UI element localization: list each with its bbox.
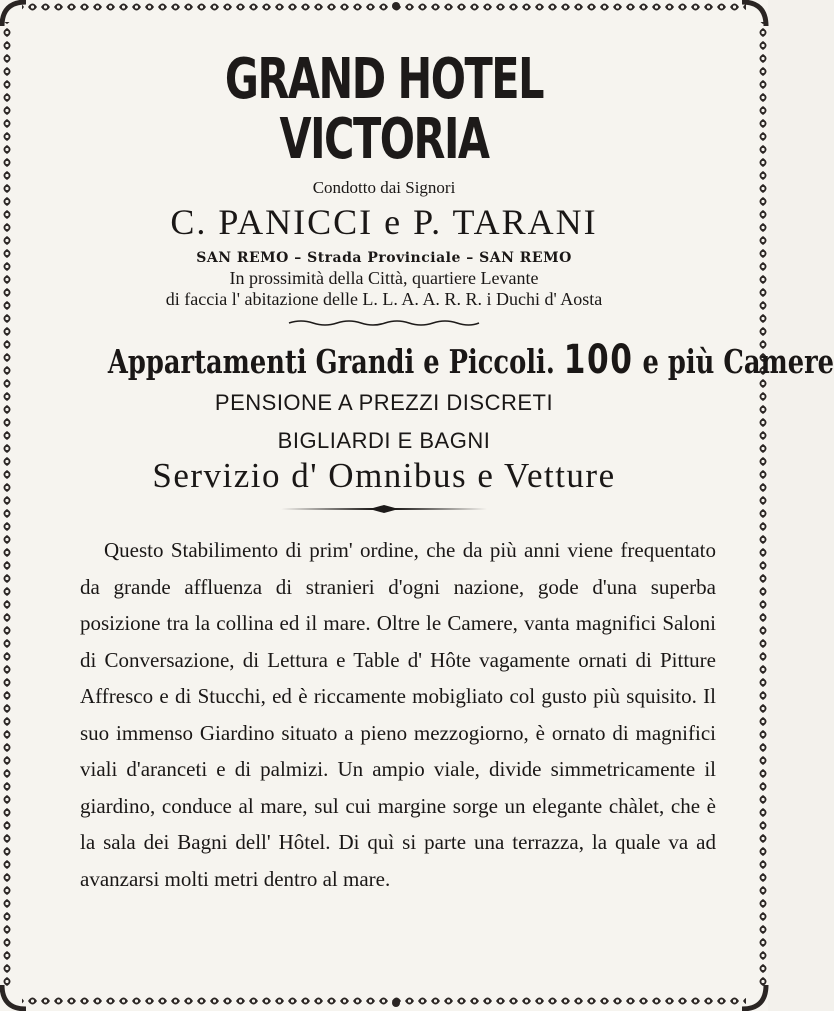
rooms-number: 100 [563,337,634,383]
wavy-divider [289,318,479,328]
address-line: SAN REMO – Strada Provinciale – SAN REMO [196,250,572,266]
conducted-by-line: Condotto dai Signori [312,178,456,197]
billiards-line: BIGLIARDI E BAGNI [277,428,491,453]
ad-content [30,20,834,990]
description-body [80,532,716,897]
apartments-text: Appartamenti Grandi e Piccoli. [107,342,555,381]
hotel-title: GRAND HOTEL VICTORIA [224,47,544,172]
proximity-line: In prossimità della Città, quartiere Levante [229,268,539,288]
diamond-rule [281,504,487,514]
description-paragraph: Questo Stabilimento di prim' ordine, che da più anni viene frequentato da grande affluenza di stranieri d'ogni nazione, gode d'una superba posizione tra la collina ed il mare. Oltre le Camere, vanta magnifici Saloni di Conversazione, di Lettura e Table d' Hôte vagamente ornati di Pitture Affresco e di Stucchi, ed è riccamente mobigliato col gusto più squisito. Il suo immenso Giardino situato a pieno mezzogiorno, è ornato di magnifici viali d'aranceti e di palmizi. Un ampio viale, divide simmetricamente il giardino, conduce al mare, sul cui margine sorge un elegante chàlet, che è la sala dei Bagni dell' Hôtel. Di quì si parte una terrazza, la quale va ad avanzarsi molti metri dentro al mare. [80,538,716,891]
apartments-line [107,337,834,383]
pension-line: PENSIONE A PREZZI DISCRETI [214,390,554,415]
service-line: Servizio d' Omnibus e Vetture [152,456,616,495]
opposite-line: di faccia l' abitazione delle L. L. A. A. R. R. i Duchi d' Aosta [165,289,603,309]
owners-names: C. PANICCI e P. TARANI [170,202,598,242]
rooms-text: e più Camere [642,342,834,381]
